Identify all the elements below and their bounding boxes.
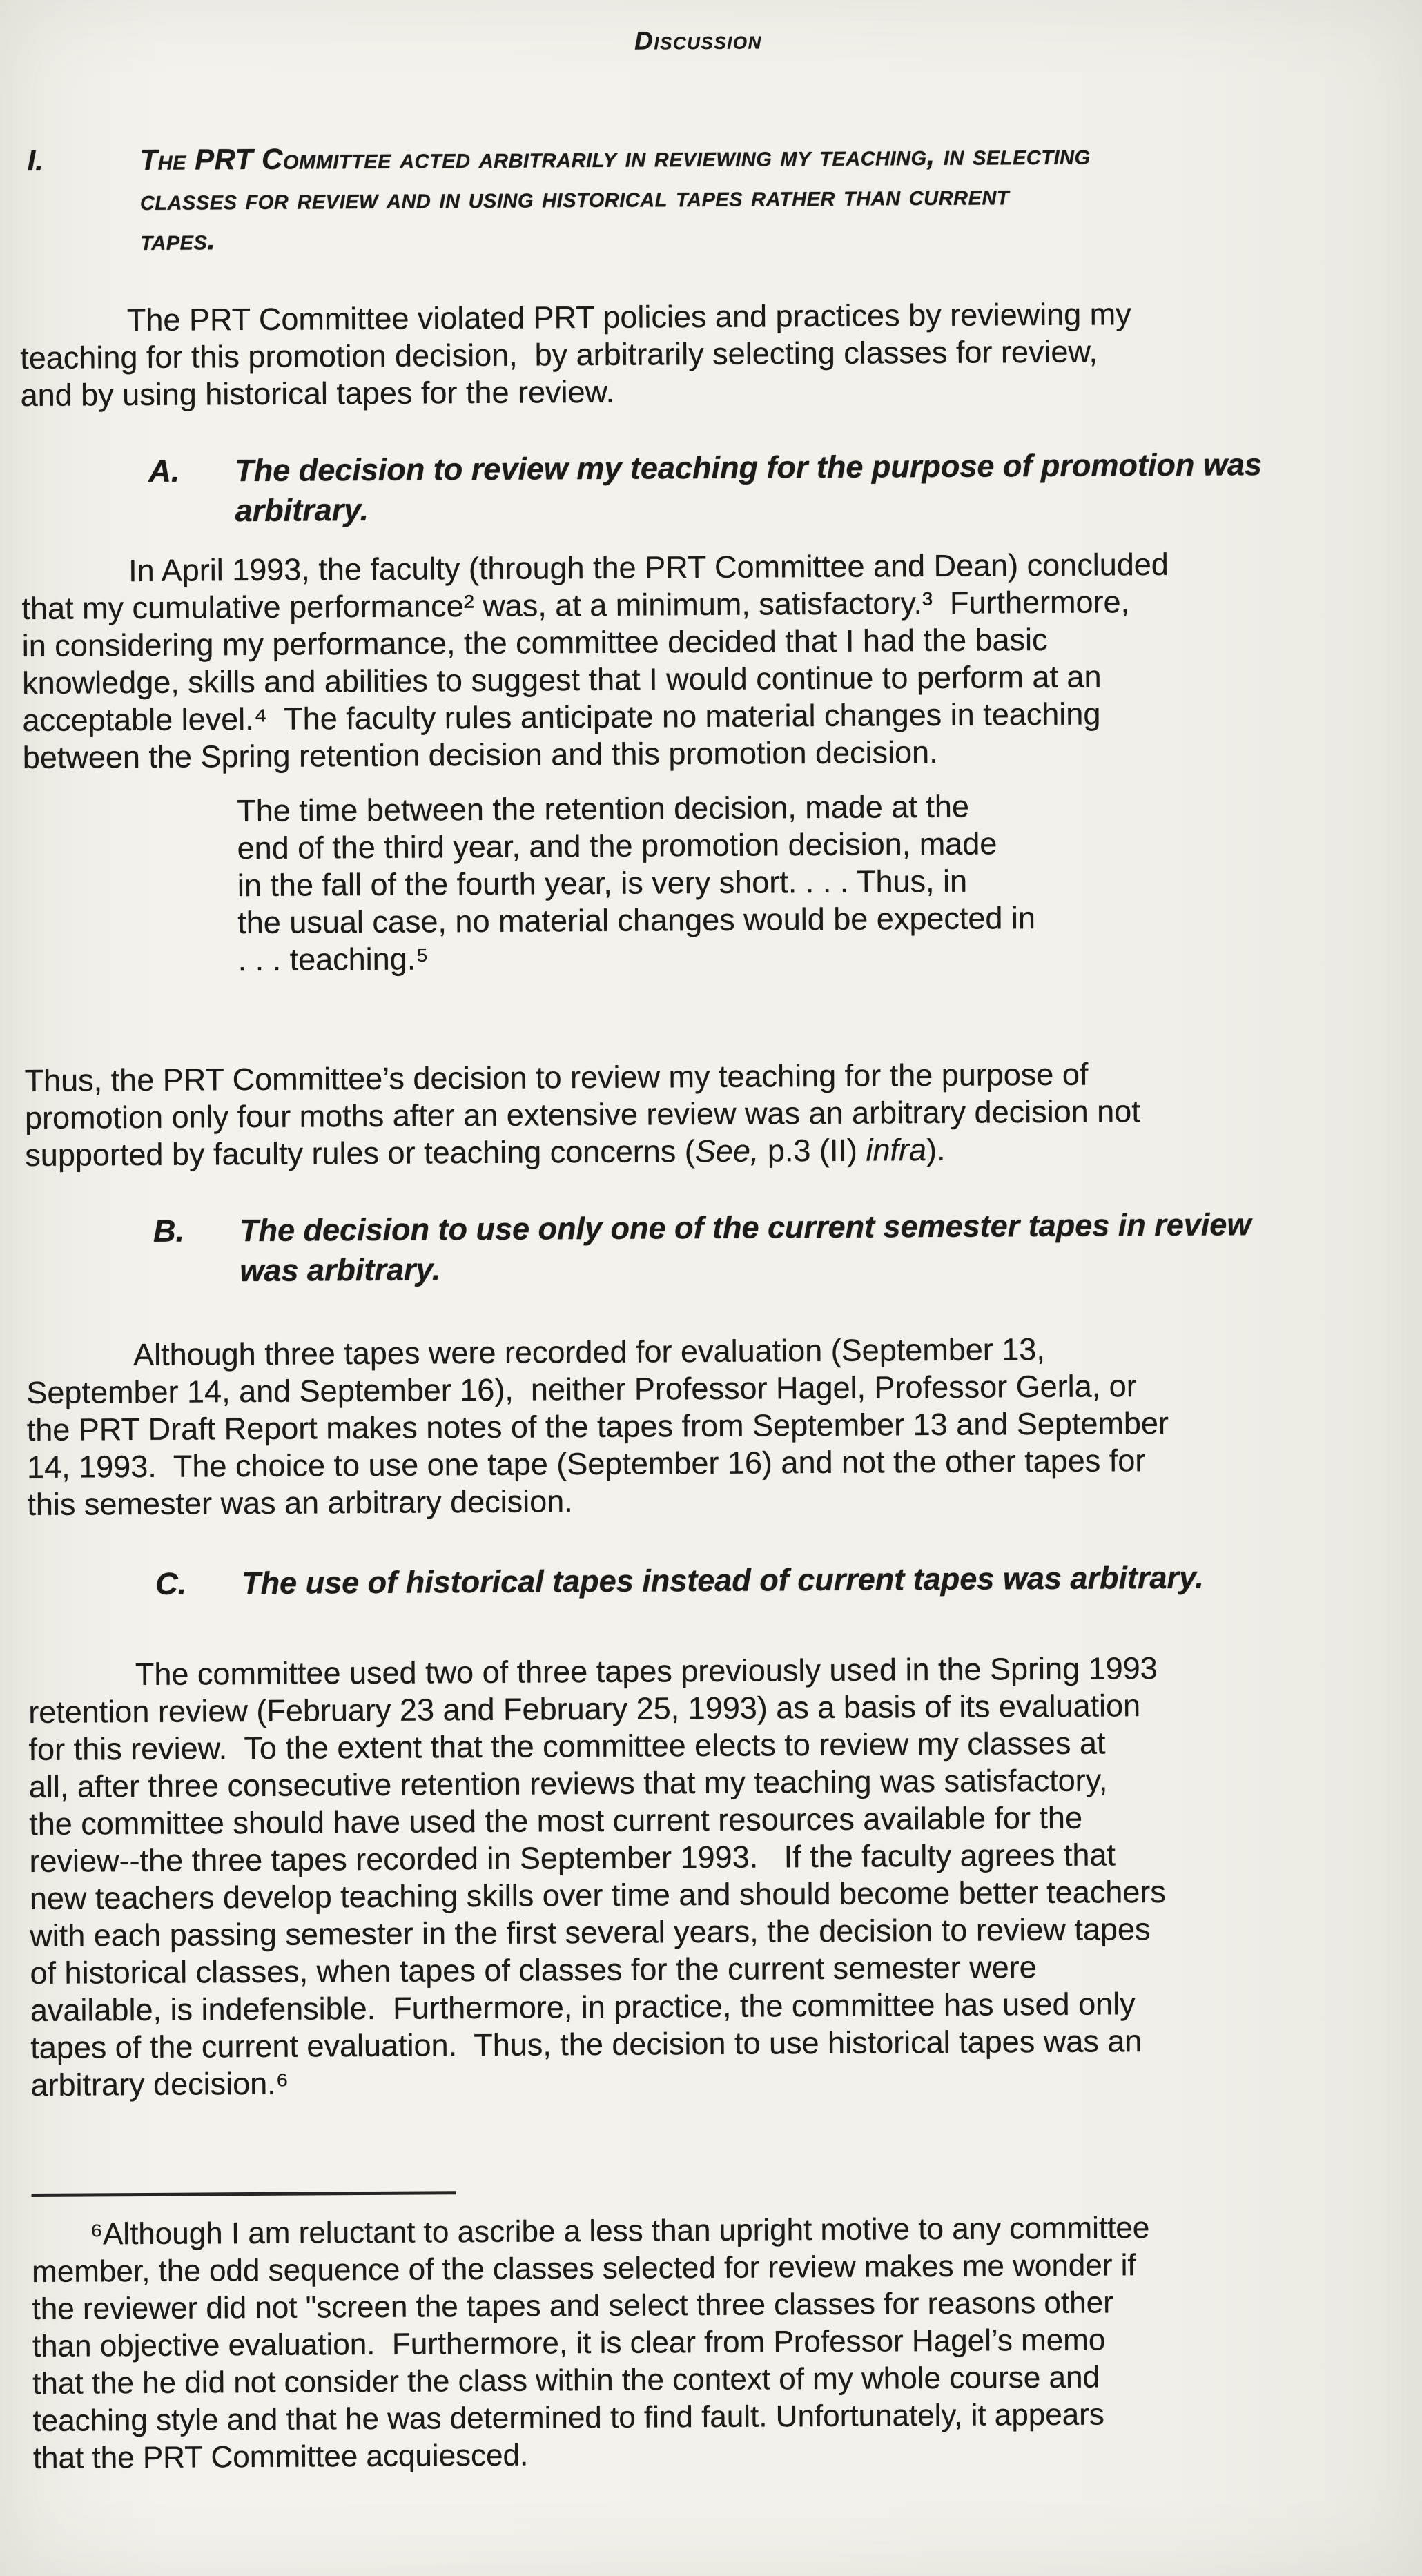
paragraph-thus-conclusion <box>24 1054 1385 1174</box>
subsection-b-letter: B. <box>153 1213 185 1249</box>
footnote-separator-rule <box>32 2191 456 2197</box>
subsection-b-heading-text: The decision to use only one of the current semester tapes in review was arbitrary. <box>239 1207 1251 1289</box>
citation-close: ). <box>926 1131 946 1168</box>
paragraph-april-1993: In April 1993, the faculty (through the PRT Committee and Dean) concluded that my cumulative performance² was, at a minimum, satisfactory.³ Furthermore, in considering my performance, the committee decided that I had the basic knowledge, skills and abilities to suggest that I would continue to perform at an acceptable level.⁴ The faculty rules anticipate no material changes in teaching between the Spring retention decision and this promotion decision. <box>21 546 1169 776</box>
infra-citation: infra <box>866 1132 927 1168</box>
subsection-a-letter: A. <box>148 453 180 489</box>
section-heading-text: The PRT Committee acted arbitrarily in reviewing my teaching, in selecting classes for review and in using historical tapes rather than current tapes. <box>139 137 1091 256</box>
subsection-heading-c <box>28 1557 1387 1605</box>
paragraph-three-tapes: Although three tapes were recorded for evaluation (September 13, September 14, and September 16), neither Professor Hagel, Professor Gerla, or the PRT Draft Report makes notes of the tapes from September 13 and September 14, 1993. The choice to use one tape (September 16) and not the other tapes for this semester was an arbitrary decision. <box>26 1331 1169 1523</box>
subsection-c-letter: C. <box>155 1565 187 1601</box>
document-content <box>18 20 1393 2477</box>
footnote-6: ⁶Although I am reluctant to ascribe a less than upright motive to any committee member, the odd sequence of the classes selected for review makes me wonder if the reviewer did not "screen the tapes and select three classes for reasons other than objective evaluation. Furthermore, it is clear from Professor Hagel’s memo that the he did not consider the class within the context of my whole course and teaching style and that he was determined to find fault. Unfortunately, it appears that the PRT Committee acquiesced. <box>32 2211 1150 2475</box>
paragraph-historical-tapes: The committee used two of three tapes previously used in the Spring 1993 retention review (February 23 and February 25, 1993) as a basis of its evaluation for this review. To the extent that the committee elects to review my classes at all, after three consecutive retention reviews that my teaching was satisfactory, the committee should have used the most current resources available for the review--the three tapes recorded in September 1993. If the faculty agrees that new teachers develop teaching skills over time and should become better teachers with each passing semester in the first several years, the decision to review tapes of historical classes, when tapes of classes for the current semester were available, is indefensible. Furthermore, in practice, the committee has used only tapes of the current evaluation. Thus, the decision to use historical tapes was an arbitrary decision.⁶ <box>28 1650 1166 2102</box>
citation-page-ref: p.3 (II) <box>759 1132 866 1169</box>
section-number: I. <box>27 144 44 177</box>
section-heading-1 <box>19 133 1379 261</box>
block-quote: The time between the retention decision, made at the end of the third year, and the promotion decision, made in the fall of the fourth year, is very short. . . . Thus, in the usual case, no material changes would be expected in . . . teaching.⁵ <box>237 788 1036 978</box>
subsection-heading-b <box>26 1204 1386 1292</box>
thus-paragraph-text: Thus, the PRT Committee’s decision to review my teaching for the purpose of promotion only four moths after an extensive review was an arbitrary decision not supported by faculty rules or teaching concerns ( <box>24 1056 1140 1173</box>
subsection-heading-a <box>21 444 1381 532</box>
page-title: Discussion <box>634 26 762 55</box>
intro-paragraph: The PRT Committee violated PRT policies and practices by reviewing my teaching for this promotion decision, by arbitrarily selecting classes for review, and by using historical tapes for the review. <box>20 296 1131 413</box>
see-citation: See, <box>694 1133 759 1169</box>
subsection-c-heading-text: The use of historical tapes instead of current tapes was arbitrary. <box>241 1559 1204 1601</box>
subsection-a-heading-text: The decision to review my teaching for the purpose of promotion was arbitrary. <box>235 447 1263 529</box>
